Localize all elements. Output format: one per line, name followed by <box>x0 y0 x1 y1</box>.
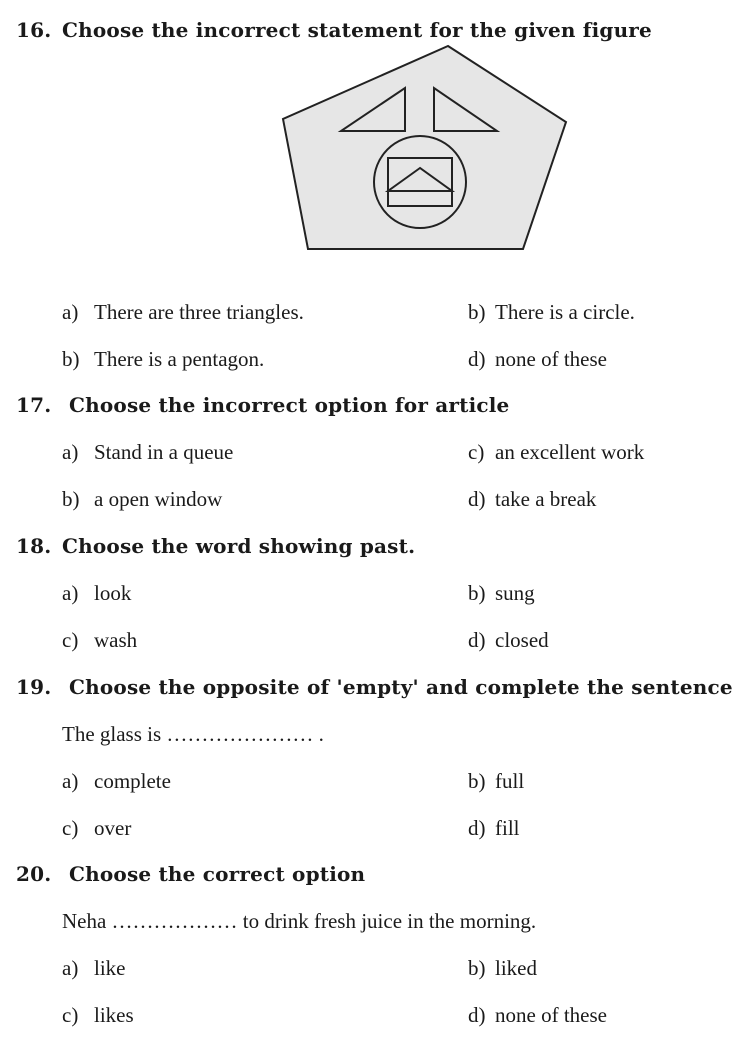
option-19-b: b) full <box>468 769 525 793</box>
option-18-c: c) wash <box>62 628 138 652</box>
option-17-a: a) Stand in a queue <box>62 440 234 464</box>
question-number: 16. <box>16 18 52 42</box>
option-19-a: a) complete <box>62 769 171 793</box>
option-18-b: b) sung <box>468 581 535 605</box>
option-16-d: d) none of these <box>468 347 607 371</box>
question-20-statement: Neha ……………… to drink fresh juice in the morning. <box>62 909 537 933</box>
option-16-c: b) There is a pentagon. <box>62 347 265 371</box>
option-20-c: c) likes <box>62 1003 134 1027</box>
question-number: 19. <box>16 675 52 699</box>
option-19-c: c) over <box>62 816 132 840</box>
question-prompt: Choose the opposite of 'empty' and complete the sentence <box>69 675 733 699</box>
question-19-title <box>16 675 733 699</box>
question-20-title <box>16 862 365 886</box>
option-17-d: d) take a break <box>468 487 597 511</box>
pentagon-shape <box>283 46 566 249</box>
pentagon-figure <box>280 44 570 254</box>
question-prompt: Choose the correct option <box>69 862 366 886</box>
question-17-title <box>16 393 509 417</box>
option-19-d: d) fill <box>468 816 520 840</box>
question-prompt: Choose the word showing past. <box>62 534 416 558</box>
question-prompt: Choose the incorrect statement for the given figure <box>62 18 652 42</box>
question-18-title <box>16 534 415 558</box>
option-16-b: b) There is a circle. <box>468 300 635 324</box>
question-16-title <box>16 18 652 42</box>
option-20-a: a) like <box>62 956 126 980</box>
option-16-a: a) There are three triangles. <box>62 300 304 324</box>
question-number: 17. <box>16 393 52 417</box>
option-20-b: b) liked <box>468 956 537 980</box>
option-18-a: a) look <box>62 581 132 605</box>
option-17-c: c) an excellent work <box>468 440 645 464</box>
question-number: 18. <box>16 534 52 558</box>
option-20-d: d) none of these <box>468 1003 607 1027</box>
question-number: 20. <box>16 862 52 886</box>
question-prompt: Choose the incorrect option for article <box>69 393 510 417</box>
option-18-d: d) closed <box>468 628 549 652</box>
question-19-statement: The glass is ………………… . <box>62 722 324 746</box>
option-17-b: b) a open window <box>62 487 223 511</box>
